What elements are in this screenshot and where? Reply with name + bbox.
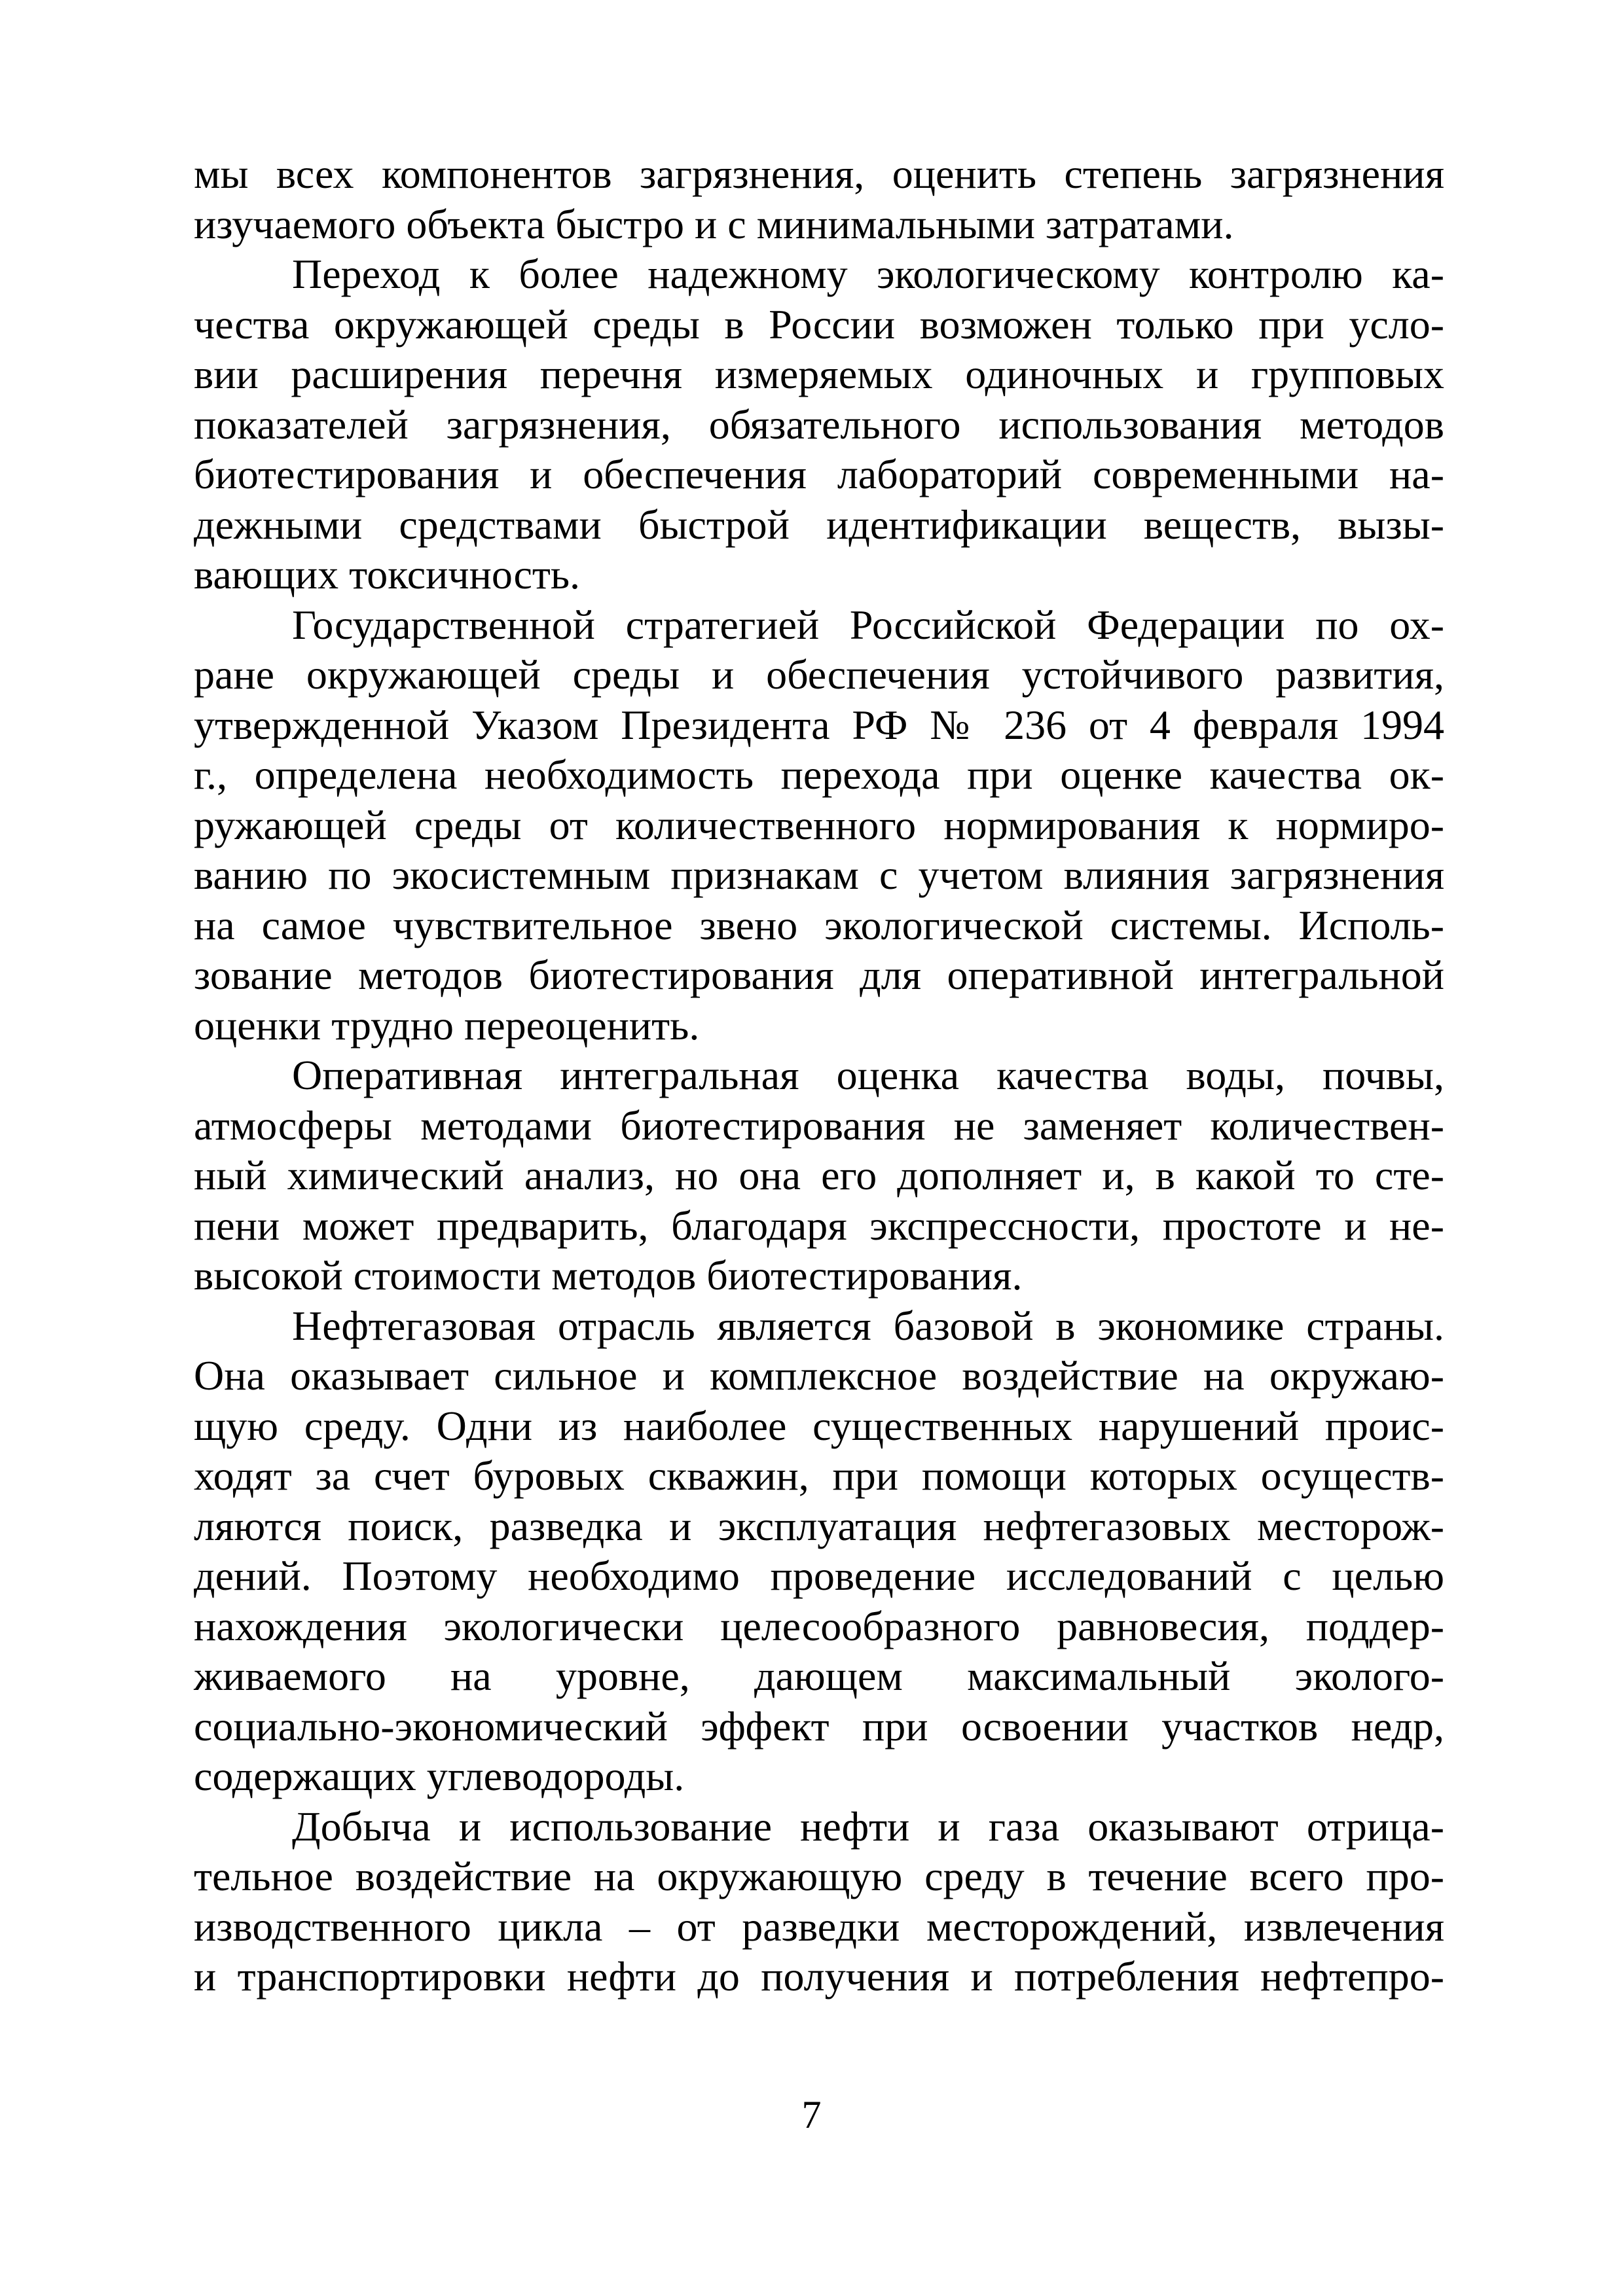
paragraph <box>194 149 1444 249</box>
text-line: вии расширения перечня измеряемых одиночных и групповых <box>194 351 1444 397</box>
text-line: социально-экономический эффект при освоении участков недр, <box>194 1702 1444 1749</box>
text-line: ружающей среды от количественного нормирования к нормиро- <box>194 801 1444 848</box>
text-line: щую среду. Одни из наиболее существенных нарушений проис- <box>194 1402 1444 1449</box>
text-line: ходят за счет буровых скважин, при помощи которых осуществ- <box>194 1452 1444 1499</box>
paragraph <box>194 1050 1444 1301</box>
text-line: оценки трудно переоценить. <box>194 1001 700 1049</box>
text-line: Она оказывает сильное и комплексное воздействие на окружаю- <box>194 1352 1444 1399</box>
text-line: зование методов биотестирования для оперативной интегральной <box>194 952 1444 998</box>
text-line: Оперативная интегральная оценка качества воды, почвы, <box>292 1052 1444 1098</box>
text-line: Переход к более надежному экологическому контролю ка- <box>292 251 1444 297</box>
text-line: Нефтегазовая отрасль является базовой в экономике страны. <box>292 1302 1444 1349</box>
text-line: Добыча и использование нефти и газа оказывают отрица- <box>292 1803 1444 1850</box>
text-line: ванию по экосистемным признакам с учетом влияния загрязнения <box>194 852 1444 898</box>
body-text <box>194 149 1444 2002</box>
text-line: ляются поиск, разведка и эксплуатация нефтегазовых месторож- <box>194 1502 1444 1549</box>
text-line: Государственной стратегией Российской Федерации по ох- <box>292 601 1444 648</box>
paragraph <box>194 1301 1444 1802</box>
text-line: тельное воздействие на окружающую среду в течение всего про- <box>194 1853 1444 1899</box>
text-line: содержащих углеводороды. <box>194 1753 685 1799</box>
text-line: показателей загрязнения, обязательного использования методов <box>194 401 1444 448</box>
text-line: г., определена необходимость перехода при оценке качества ок- <box>194 751 1444 798</box>
text-line: мы всех компонентов загрязнения, оценить степень загрязнения <box>194 151 1444 197</box>
paragraph <box>194 249 1444 600</box>
text-line: ране окружающей среды и обеспечения устойчивого развития, <box>194 651 1444 698</box>
text-line: чества окружающей среды в России возможен только при усло- <box>194 300 1444 348</box>
text-line: на самое чувствительное звено экологической системы. Исполь- <box>194 901 1444 948</box>
text-line: дежными средствами быстрой идентификации веществ, вызы- <box>194 501 1444 548</box>
text-line: ный химический анализ, но она его дополняет и, в какой то сте- <box>194 1152 1444 1198</box>
text-line: вающих токсичность. <box>194 551 580 598</box>
text-line: утвержденной Указом Президента РФ № 236 от 4 февраля 1994 <box>194 701 1444 748</box>
paragraph <box>194 600 1444 1051</box>
text-line: изводственного цикла – от разведки месторождений, извлечения <box>194 1903 1444 1950</box>
paragraph <box>194 1802 1444 2002</box>
text-line: высокой стоимости методов биотестирования. <box>194 1252 1023 1299</box>
text-line: изучаемого объекта быстро и с минимальными затратами. <box>194 200 1234 247</box>
text-line: биотестирования и обеспечения лабораторий современными на- <box>194 451 1444 497</box>
text-line: и транспортировки нефти до получения и потребления нефтепро- <box>194 1953 1444 2000</box>
text-line: дений. Поэтому необходимо проведение исследований с целью <box>194 1552 1444 1599</box>
text-line: атмосферы методами биотестирования не заменяет количествен- <box>194 1102 1444 1149</box>
page-number: 7 <box>801 2093 822 2136</box>
text-line: живаемого на уровне, дающем максимальный эколого- <box>194 1653 1444 1699</box>
text-line: пени может предварить, благодаря экспрессности, простоте и не- <box>194 1202 1444 1249</box>
text-line: нахождения экологически целесообразного равновесия, поддер- <box>194 1602 1444 1649</box>
